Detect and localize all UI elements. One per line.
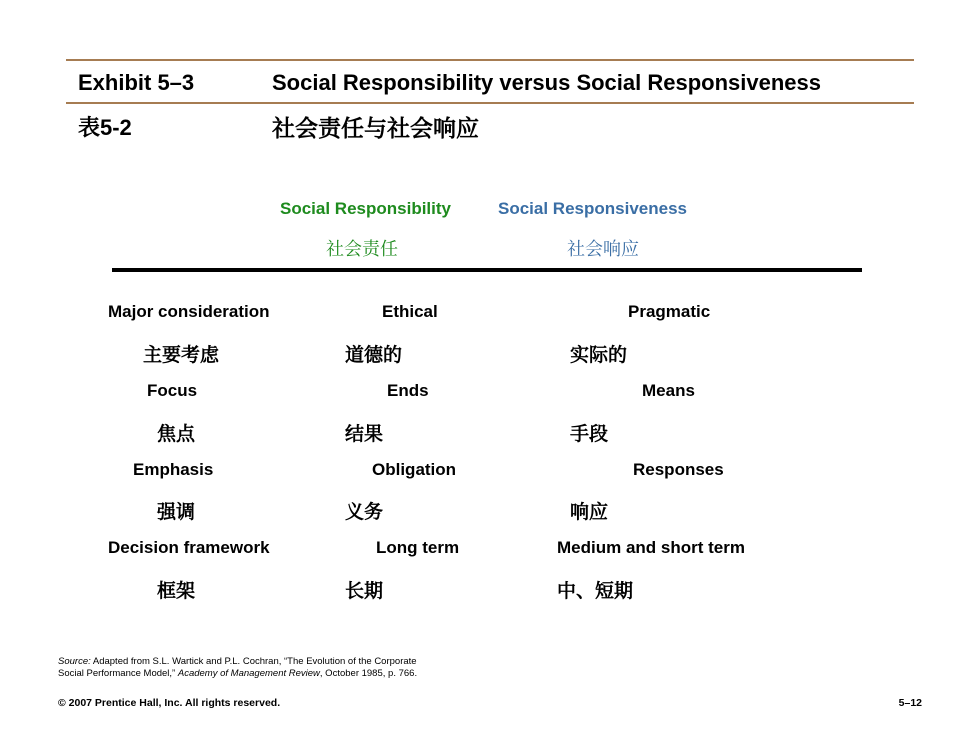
responsibility-cell: Obligation bbox=[372, 460, 457, 479]
cn-table-label: 表5-2 bbox=[78, 115, 132, 140]
responsibility-cell-cn: 长期 bbox=[345, 580, 384, 602]
responsibility-cell: Ethical bbox=[382, 302, 438, 321]
row-label-cn: 强调 bbox=[157, 501, 196, 523]
source-label: Source: bbox=[58, 656, 91, 667]
row-label: Decision framework bbox=[108, 538, 270, 557]
row-label: Focus bbox=[147, 381, 198, 400]
responsibility-cell: Ends bbox=[387, 381, 429, 400]
responsiveness-cell: Responses bbox=[633, 460, 724, 479]
top-rule bbox=[66, 59, 914, 61]
responsiveness-cell-cn: 中、短期 bbox=[557, 580, 634, 602]
header-divider bbox=[112, 268, 862, 272]
column-header-responsiveness-cn: 社会响应 bbox=[567, 239, 639, 260]
row-label-cn: 框架 bbox=[157, 580, 196, 602]
copyright: © 2007 Prentice Hall, Inc. All rights reserved. bbox=[58, 697, 281, 709]
source-journal: Academy of Management Review bbox=[177, 668, 320, 679]
responsiveness-cell-cn: 手段 bbox=[570, 423, 609, 445]
responsibility-cell-cn: 结果 bbox=[345, 423, 384, 445]
row-label: Emphasis bbox=[133, 460, 214, 479]
source-line2-pre: Social Performance Model,” bbox=[58, 668, 178, 679]
row-label-cn: 主要考虑 bbox=[143, 344, 220, 366]
responsiveness-cell-cn: 实际的 bbox=[570, 344, 628, 366]
source-line1: Adapted from S.L. Wartick and P.L. Cochran, “The Evolution of the Corporate bbox=[90, 656, 417, 667]
page-number: 5–12 bbox=[898, 697, 922, 709]
responsibility-cell-cn: 义务 bbox=[345, 501, 384, 523]
responsiveness-cell: Pragmatic bbox=[628, 302, 711, 321]
row-label: Major consideration bbox=[108, 302, 270, 321]
source-line2-post: , October 1985, p. 766. bbox=[319, 668, 418, 679]
row-label-cn: 焦点 bbox=[157, 423, 196, 445]
responsiveness-cell-cn: 响应 bbox=[570, 501, 609, 523]
column-header-responsibility-cn: 社会责任 bbox=[326, 239, 398, 260]
title-rule bbox=[66, 102, 914, 104]
exhibit-label: Exhibit 5–3 bbox=[78, 70, 195, 95]
exhibit-title: Social Responsibility versus Social Responsiveness bbox=[272, 70, 822, 95]
source-note bbox=[58, 656, 417, 680]
column-header-responsibility: Social Responsibility bbox=[280, 199, 451, 218]
cn-table-title: 社会责任与社会响应 bbox=[272, 116, 479, 142]
responsiveness-cell: Medium and short term bbox=[557, 538, 745, 557]
responsibility-cell: Long term bbox=[376, 538, 460, 557]
column-header-responsiveness: Social Responsiveness bbox=[498, 199, 687, 218]
responsibility-cell-cn: 道德的 bbox=[345, 344, 403, 366]
responsiveness-cell: Means bbox=[642, 381, 695, 400]
